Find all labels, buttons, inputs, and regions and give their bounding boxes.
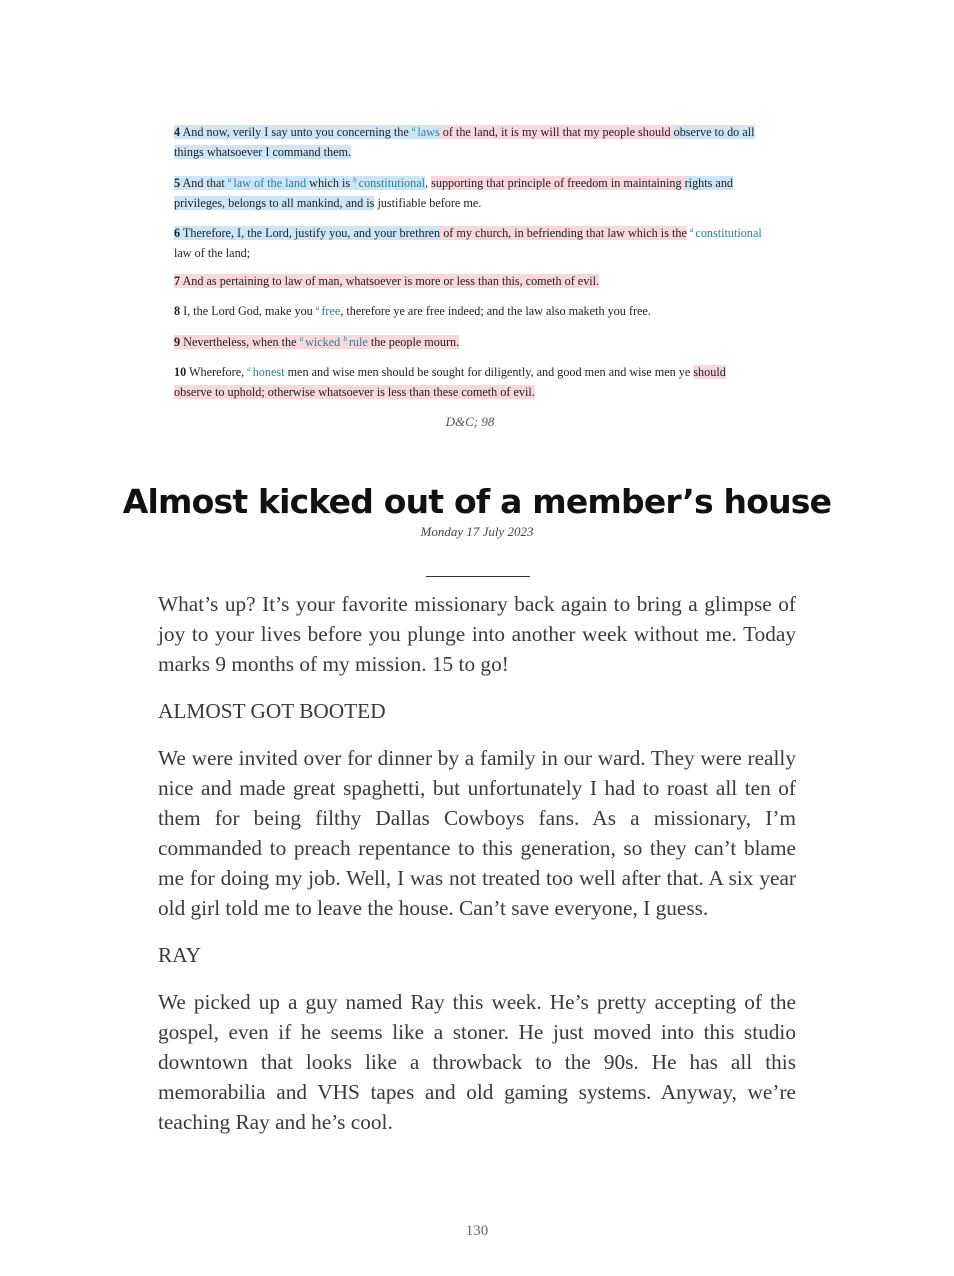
verse-text: [440, 125, 674, 139]
footnote-marker: a: [315, 304, 320, 313]
verse-text: [368, 335, 459, 349]
verse-number: 8: [174, 304, 181, 319]
segment-text: honest: [252, 365, 285, 380]
footnote-marker: a: [689, 226, 694, 235]
segment-text: of my church, in befriending that law which is the: [440, 226, 687, 241]
footnote-marker: a: [299, 334, 304, 343]
verse-text: [440, 226, 687, 240]
verse-number: 4: [174, 125, 181, 140]
footnote-link[interactable]: [412, 125, 440, 139]
scripture-reference: D&C; 98: [445, 414, 495, 430]
verse-number: 10: [174, 365, 187, 380]
verse-text: [180, 304, 316, 318]
intro-paragraph: What’s up? It’s your favorite missionary back again to bring a glimpse of joy to your lives before you plunge into another week without me. Today marks 9 months of my mission. 15 to go!: [158, 592, 796, 676]
segment-text: supporting that principle of freedom in maintaining: [431, 175, 685, 190]
segment-text: laws: [417, 125, 440, 140]
footnote-marker: b: [353, 175, 357, 184]
verse-number: 6: [174, 226, 181, 241]
post-date: Monday 17 July 2023: [420, 524, 534, 539]
footnote-marker: b: [343, 334, 347, 343]
verse-text: [174, 246, 250, 260]
page-number: 130: [465, 1223, 489, 1239]
verse-number: 9: [174, 334, 181, 349]
verse-text: [180, 335, 299, 349]
verse: [174, 359, 766, 402]
segment-text: And that: [180, 175, 228, 190]
segment-text: I, the Lord God, make you: [180, 304, 316, 319]
segment-text: which is: [306, 175, 354, 190]
segment-text: free: [321, 304, 341, 319]
segment-text: of the land, it is my will that my people should: [439, 125, 674, 140]
section-paragraph: We were invited over for dinner by a family in our ward. They were really nice and made great spaghetti, but unfortunately I had to roast all ten of them for being filthy Dallas Cowboys fans. As a missionary, I’m commanded to preach repentance to this generation, so they can’t blame me for doing my job. Well, I was not treated too well after that. A six year old girl told me to leave the house. Can’t save everyone, I guess.: [158, 746, 796, 920]
verse-number: 5: [174, 175, 181, 190]
segment-text: justifiable before me.: [374, 195, 482, 210]
segment-text: And now, verily I say unto you concerning the: [180, 125, 412, 140]
segment-text: Nevertheless, when the: [180, 334, 300, 349]
segment-text: wicked: [305, 334, 341, 349]
footnote-link[interactable]: [316, 304, 340, 318]
verse: [174, 329, 766, 352]
segment-text: men and wise men should be sought for diligently, and good men and wise men ye: [284, 365, 694, 380]
verse-text: [186, 365, 247, 379]
verse-text: [180, 125, 412, 139]
segment-text: law of the land: [233, 175, 307, 190]
verse-text: [180, 226, 440, 240]
footnote-marker: a: [411, 125, 416, 133]
segment-text: rights and privileges, belongs to all mankind, and is: [174, 175, 734, 210]
verse: [174, 220, 766, 263]
verse-text: [374, 196, 481, 210]
verse: [174, 170, 766, 213]
verse-text: [180, 176, 228, 190]
divider: [426, 576, 530, 577]
verse-text: [431, 176, 685, 190]
footnote-marker: a: [247, 365, 251, 374]
section-heading: RAY: [158, 943, 202, 967]
segment-text: , therefore ye are free indeed; and the law also maketh you free.: [340, 304, 651, 319]
footnote-marker: a: [227, 175, 232, 184]
footnote-link[interactable]: [228, 176, 306, 190]
segment-text: should observe to uphold; otherwise whatsoever is less than these cometh of evil.: [174, 365, 726, 400]
segment-text: ,: [425, 175, 432, 190]
section-heading: ALMOST GOT BOOTED: [158, 699, 386, 723]
verse-list: [174, 119, 766, 402]
post-body: [158, 589, 796, 1154]
footnote-link[interactable]: [300, 335, 341, 349]
segment-text: observe to do all things whatsoever I command them.: [174, 125, 755, 160]
segment-text: law of the land;: [174, 246, 251, 261]
verse: [174, 119, 766, 162]
segment-text: Wherefore,: [186, 365, 248, 380]
verse-text: [340, 304, 651, 318]
scripture-quote: [174, 119, 766, 432]
post-title: Almost kicked out of a member’s house: [122, 482, 832, 521]
footnote-link[interactable]: [690, 226, 762, 240]
segment-text: rule: [348, 334, 368, 349]
verse: [174, 271, 766, 291]
segment-text: constitutional: [695, 226, 762, 241]
footnote-link[interactable]: [353, 176, 425, 190]
section-paragraph: We picked up a guy named Ray this week. He’s pretty accepting of the gospel, even if he seems like a stoner. He just moved into this studio downtown that looks like a throwback to the 90s. He has all this memorabilia and VHS tapes and old gaming systems. Anyway, we’re teaching Ray and he’s cool.: [158, 990, 796, 1134]
footnote-link[interactable]: [343, 335, 367, 349]
segment-text: Therefore, I, the Lord, justify you, and your brethren: [180, 226, 441, 241]
verse: [174, 298, 766, 321]
segment-text: the people mourn.: [367, 334, 460, 349]
segment-text: And as pertaining to law of man, whatsoever is more or less than this, cometh of evil.: [180, 273, 600, 288]
verse-text: [306, 176, 353, 190]
verse-text: [285, 365, 694, 379]
verse-number: 7: [174, 273, 181, 288]
footnote-link[interactable]: [247, 365, 284, 379]
segment-text: constitutional: [358, 175, 426, 190]
verse-text: [180, 274, 599, 288]
